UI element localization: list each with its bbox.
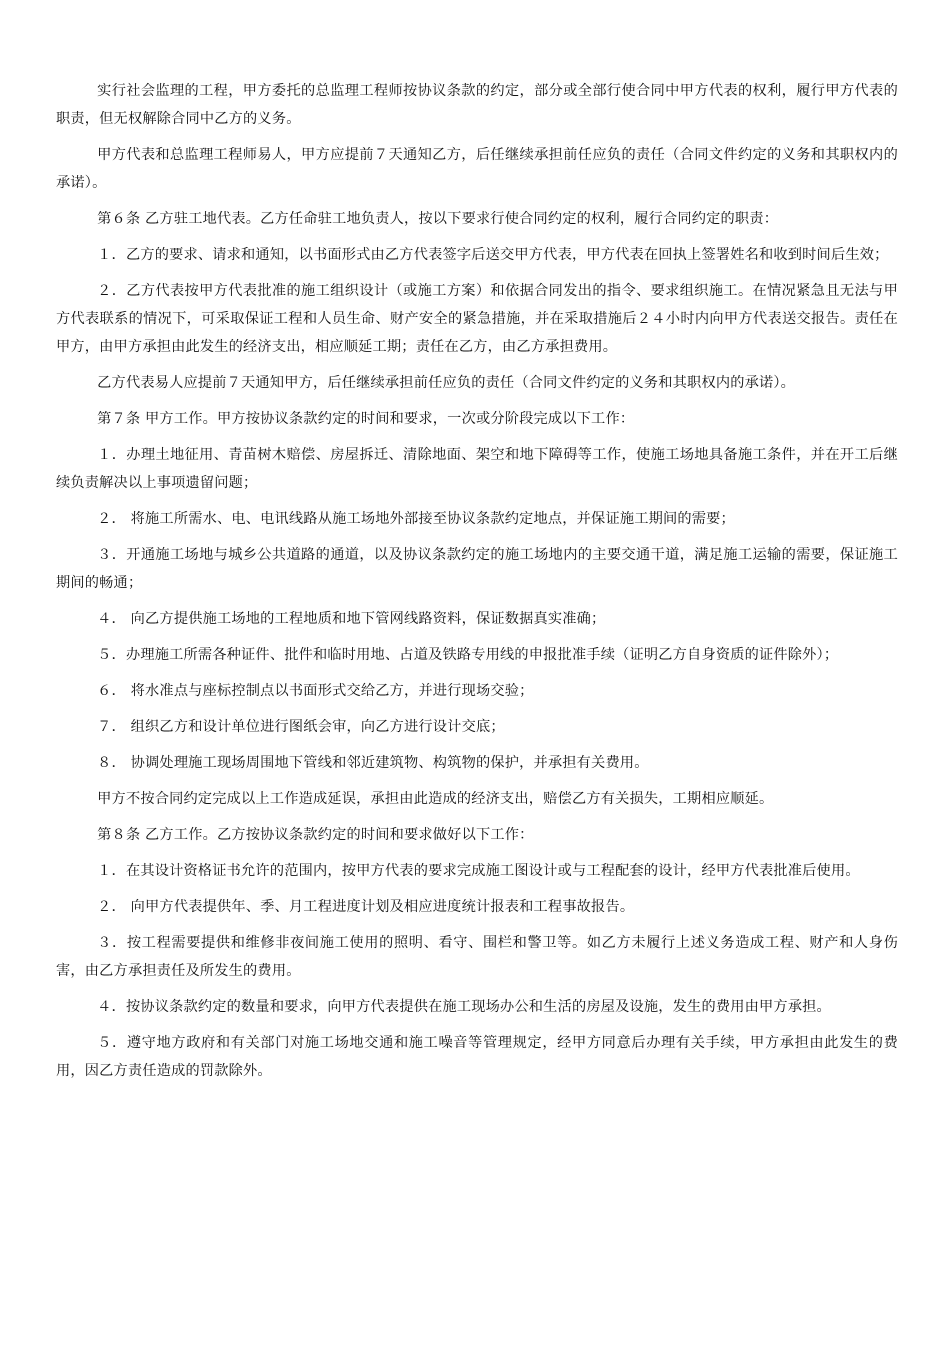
paragraph-owner-delay: 甲方不按合同约定完成以上工作造成延误，承担由此造成的经济支出，赔偿乙方有关损失，工期相应顺延。: [97, 791, 774, 807]
article-7-item-7: ７． 组织乙方和设计单位进行图纸会审，向乙方进行设计交底；: [97, 719, 505, 735]
article-7-heading: 第７条 甲方工作。甲方按协议条款约定的时间和要求，一次或分阶段完成以下工作：: [97, 411, 635, 427]
article-8-item-1: １．在其设计资格证书允许的范围内，按甲方代表的要求完成施工图设计或与工程配套的设计，经甲方代表批准后使用。: [97, 863, 860, 879]
article-6-item-1: １．乙方的要求、请求和通知，以书面形式由乙方代表签字后送交甲方代表，甲方代表在回执上签署姓名和收到时间后生效；: [97, 247, 889, 263]
paragraph-supervision: 实行社会监理的工程，甲方委托的总监理工程师按协议条款的约定，部分或全部行使合同中甲方代表的权利，履行甲方代表的职责，但无权解除合同中乙方的义务。: [56, 83, 898, 127]
paragraph-representative-change: 甲方代表和总监理工程师易人，甲方应提前７天通知乙方，后任继续承担前任应负的责任（合同文件约定的义务和其职权内的承诺）。: [56, 147, 898, 191]
article-7-item-6: ６． 将水准点与座标控制点以书面形式交给乙方，并进行现场交验；: [97, 683, 534, 699]
article-6-item-2: ２．乙方代表按甲方代表批准的施工组织设计（或施工方案）和依据合同发出的指令、要求组织施工。在情况紧急且无法与甲方代表联系的情况下，可采取保证工程和人员生命、财产安全的紧急措施，并在采取措施后２４小时内向甲方代表送交报告。责任在甲方，由甲方承担由此发生的经济支出，相应顺延工期；责任在乙方，由乙方承担费用。: [56, 283, 898, 355]
article-8-item-4: ４．按协议条款约定的数量和要求，向甲方代表提供在施工现场办公和生活的房屋及设施，发生的费用由甲方承担。: [97, 999, 831, 1015]
article-6-heading: 第６条 乙方驻工地代表。乙方任命驻工地负责人，按以下要求行使合同约定的权利，履行合同约定的职责：: [97, 211, 779, 227]
document-page: [56, 77, 898, 1093]
article-7-item-8: ８． 协调处理施工现场周围地下管线和邻近建筑物、构筑物的保护，并承担有关费用。: [97, 755, 649, 771]
article-8-item-5: ５．遵守地方政府和有关部门对施工场地交通和施工噪音等管理规定，经甲方同意后办理有关手续，甲方承担由此发生的费用，因乙方责任造成的罚款除外。: [56, 1035, 898, 1079]
article-8-heading: 第８条 乙方工作。乙方按协议条款约定的时间和要求做好以下工作：: [97, 827, 534, 843]
paragraph-contractor-rep-change: 乙方代表易人应提前７天通知甲方，后任继续承担前任应负的责任（合同文件约定的义务和其职权内的承诺）。: [97, 375, 796, 391]
article-7-item-4: ４． 向乙方提供施工场地的工程地质和地下管网线路资料，保证数据真实准确；: [97, 611, 606, 627]
article-7-item-3: ３．开通施工场地与城乡公共道路的通道，以及协议条款约定的施工场地内的主要交通干道，满足施工运输的需要，保证施工期间的畅通；: [56, 547, 898, 591]
article-7-item-2: ２． 将施工所需水、电、电讯线路从施工场地外部接至协议条款约定地点，并保证施工期间的需要；: [97, 511, 735, 527]
article-8-item-2: ２． 向甲方代表提供年、季、月工程进度计划及相应进度统计报表和工程事故报告。: [97, 899, 635, 915]
article-7-item-1: １．办理土地征用、青苗树木赔偿、房屋拆迁、清除地面、架空和地下障碍等工作，使施工场地具备施工条件，并在开工后继续负责解决以上事项遗留问题；: [56, 447, 898, 491]
article-7-item-5: ５．办理施工所需各种证件、批件和临时用地、占道及铁路专用线的申报批准手续（证明乙方自身资质的证件除外）；: [97, 647, 839, 663]
article-8-item-3: ３．按工程需要提供和维修非夜间施工使用的照明、看守、围栏和警卫等。如乙方未履行上述义务造成工程、财产和人身伤害，由乙方承担责任及所发生的费用。: [56, 935, 898, 979]
